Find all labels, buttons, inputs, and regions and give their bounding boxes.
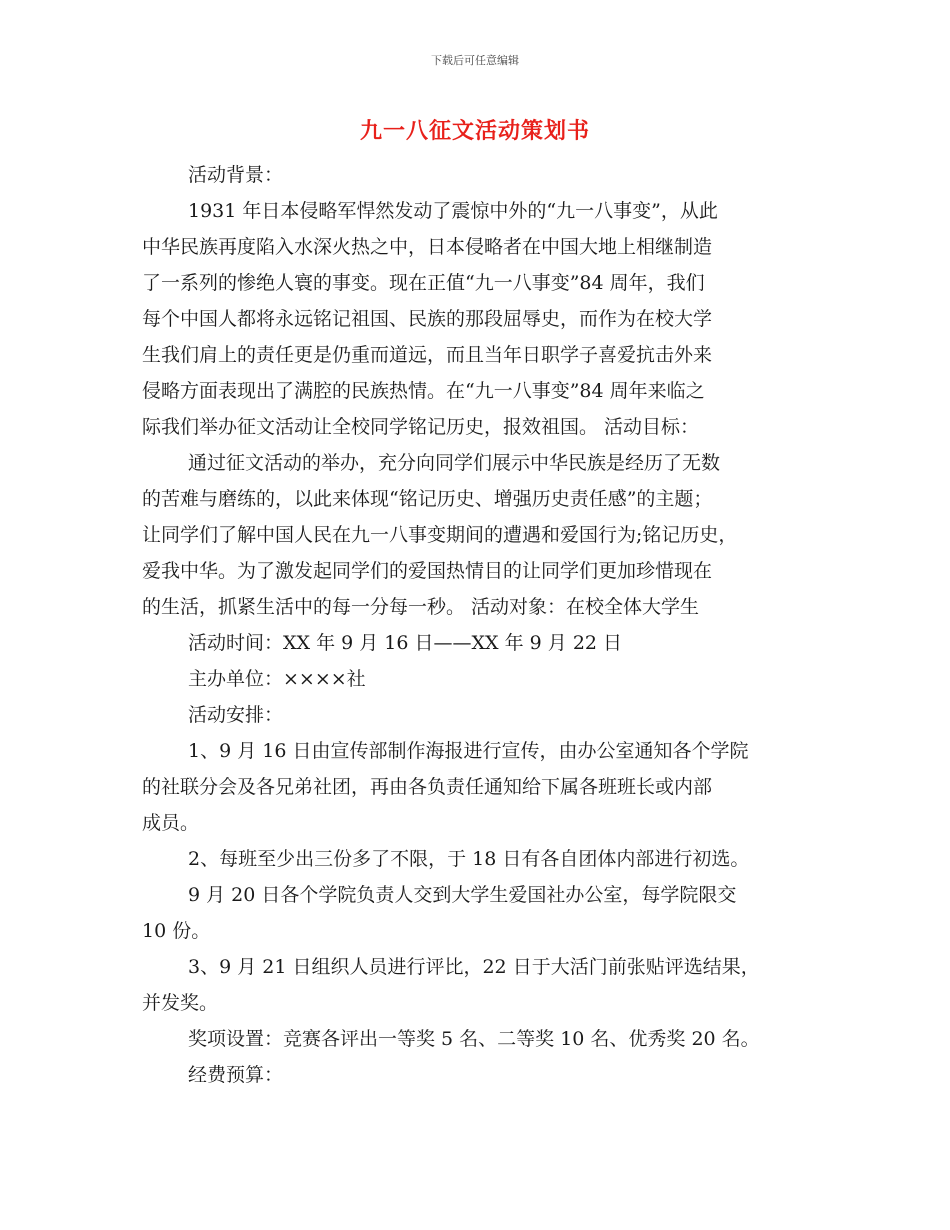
paragraph-line: 活动安排：	[188, 704, 284, 726]
paragraph-line: 的社联分会及各兄弟社团，再由各负责任通知给下属各班班长或内部	[142, 776, 713, 798]
document-body	[142, 157, 822, 1093]
paragraph-line: 9 月 20 日各个学院负责人交到大学生爱国社办公室，每学院限交	[188, 884, 737, 906]
paragraph-line: 生我们肩上的责任更是仍重而道远，而且当年日职学子喜爱抗击外来	[142, 344, 713, 366]
paragraph-line: 每个中国人都将永远铭记祖国、民族的那段屈辱史，而作为在校大学	[142, 308, 713, 330]
paragraph-line: 1931 年日本侵略军悍然发动了震惊中外的“九一八事变”，从此	[188, 200, 718, 222]
paragraph-line: 的苦难与磨练的，以此来体现“铭记历史、增强历史责任感”的主题；	[142, 488, 713, 510]
paragraph-line: 活动背景：	[188, 164, 284, 186]
paragraph-line: 主办单位：××××社	[188, 668, 366, 690]
paragraph-line: 通过征文活动的举办，充分向同学们展示中华民族是经历了无数	[188, 452, 721, 474]
paragraph-line: 了一系列的惨绝人寰的事变。现在正值“九一八事变”84 周年，我们	[142, 272, 705, 294]
header-note: 下载后可任意编辑	[431, 54, 519, 67]
paragraph-line: 中华民族再度陷入水深火热之中，日本侵略者在中国大地上相继制造	[142, 236, 713, 258]
paragraph-line: 2、每班至少出三份多了不限，于 18 日有各自团体内部进行初选。	[188, 848, 750, 870]
paragraph-line: 的生活，抓紧生活中的每一分每一秒。 活动对象：在校全体大学生	[142, 596, 700, 618]
paragraph-line: 3、9 月 21 日组织人员进行评比，22 日于大活门前张贴评选结果，	[188, 956, 760, 978]
paragraph-line: 1、9 月 16 日由宣传部制作海报进行宣传，由办公室通知各个学院	[188, 740, 749, 762]
document-title: 九一八征文活动策划书	[359, 119, 590, 144]
paragraph-line: 际我们举办征文活动让全校同学铭记历史，报效祖国。 活动目标：	[142, 416, 700, 438]
paragraph-line: 10 份。	[142, 920, 211, 942]
paragraph-line: 奖项设置：竞赛各评出一等奖 5 名、二等奖 10 名、优秀奖 20 名。	[188, 1028, 760, 1050]
paragraph-line: 侵略方面表现出了满腔的民族热情。在“九一八事变”84 周年来临之	[142, 380, 705, 402]
paragraph-line: 活动时间：XX 年 9 月 16 日——XX 年 9 月 22 日	[188, 632, 623, 654]
paragraph-line: 成员。	[142, 812, 200, 834]
paragraph-line: 爱我中华。为了激发起同学们的爱国热情目的让同学们更加珍惜现在	[142, 560, 713, 582]
paragraph-line: 经费预算：	[188, 1064, 284, 1086]
paragraph-line: 让同学们了解中国人民在九一八事变期间的遭遇和爱国行为;铭记历史，	[142, 524, 738, 546]
paragraph-line: 并发奖。	[142, 992, 219, 1014]
